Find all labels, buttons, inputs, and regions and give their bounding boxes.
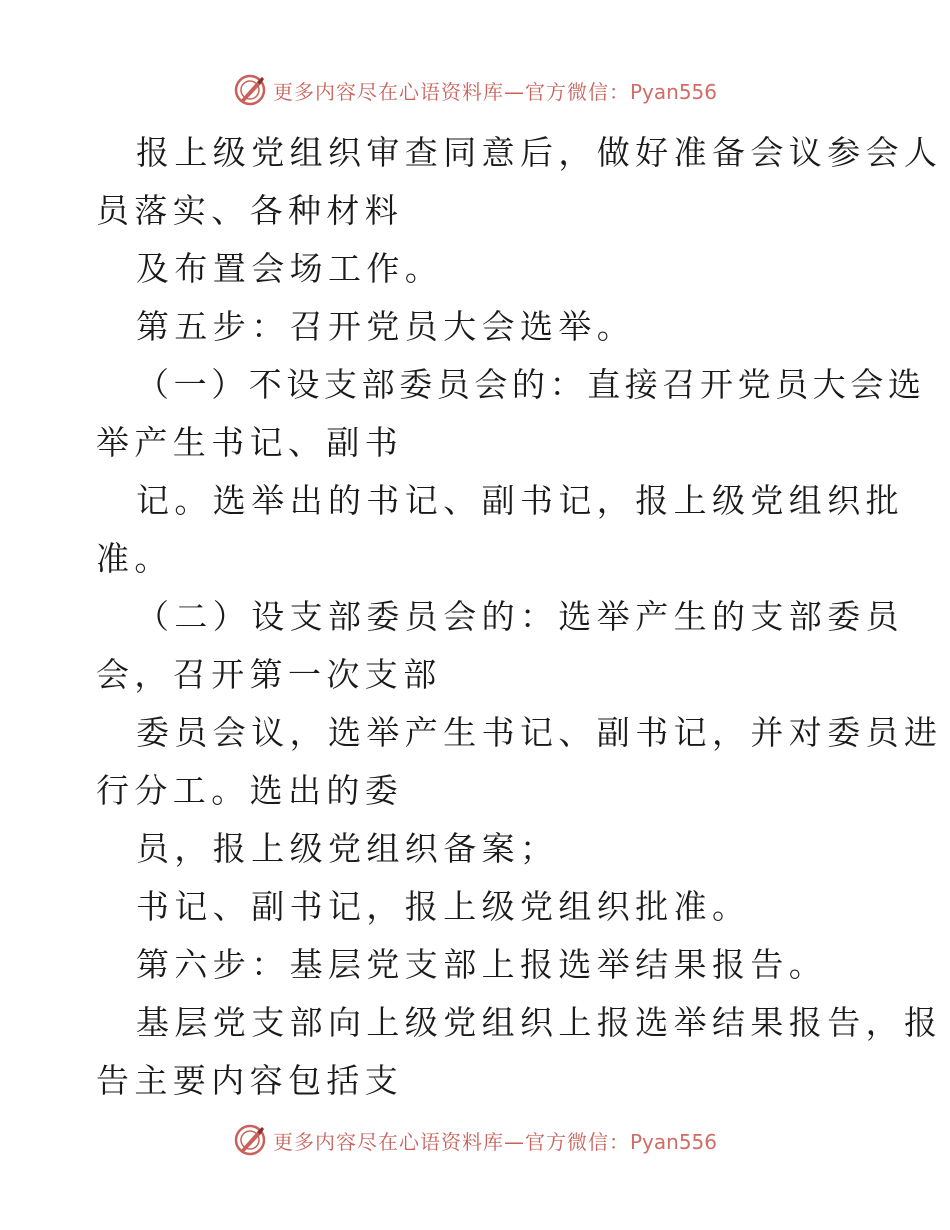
paragraph-line: 委员会议，选举产生书记、副书记，并对委员进 — [136, 713, 943, 752]
paragraph-line: 书记、副书记，报上级党组织批准。 — [136, 887, 751, 926]
paragraph-line: 行分工。选出的委 — [96, 771, 404, 810]
watermark-handle: Pyan556 — [629, 1129, 717, 1154]
paragraph-line: 告主要内容包括支 — [96, 1061, 404, 1100]
watermark-handle: Pyan556 — [629, 79, 717, 104]
document-body — [96, 124, 943, 1110]
watermark-text: 更多内容尽在心语资料库—官方微信：Pyan556 — [272, 1129, 717, 1154]
pen-logo-icon — [233, 1123, 267, 1157]
paragraph-line: 准。 — [96, 539, 173, 578]
paragraph-line: 第六步：基层党支部上报选举结果报告。 — [136, 945, 828, 984]
pen-logo-icon — [233, 73, 267, 107]
watermark-text: 更多内容尽在心语资料库—官方微信：Pyan556 — [272, 79, 717, 104]
paragraph-line: 举产生书记、副书 — [96, 423, 404, 462]
paragraph-line: 报上级党组织审查同意后，做好准备会议参会人 — [136, 133, 943, 172]
paragraph-line: 记。选举出的书记、副书记，报上级党组织批 — [136, 481, 904, 520]
paragraph-line: 及布置会场工作。 — [136, 249, 444, 288]
paragraph-line: 会，召开第一次支部 — [96, 655, 442, 694]
header-watermark — [0, 70, 950, 110]
paragraph-line: 员，报上级党组织备案； — [136, 829, 559, 868]
footer-watermark — [0, 1120, 950, 1160]
paragraph-line: （二）设支部委员会的：选举产生的支部委员 — [136, 597, 904, 636]
paragraph-line: （一）不设支部委员会的：直接召开党员大会选 — [136, 365, 926, 404]
paragraph-line: 第五步：召开党员大会选举。 — [136, 307, 636, 346]
paragraph-line: 员落实、各种材料 — [96, 191, 404, 230]
paragraph-line: 基层党支部向上级党组织上报选举结果报告，报 — [136, 1003, 943, 1042]
